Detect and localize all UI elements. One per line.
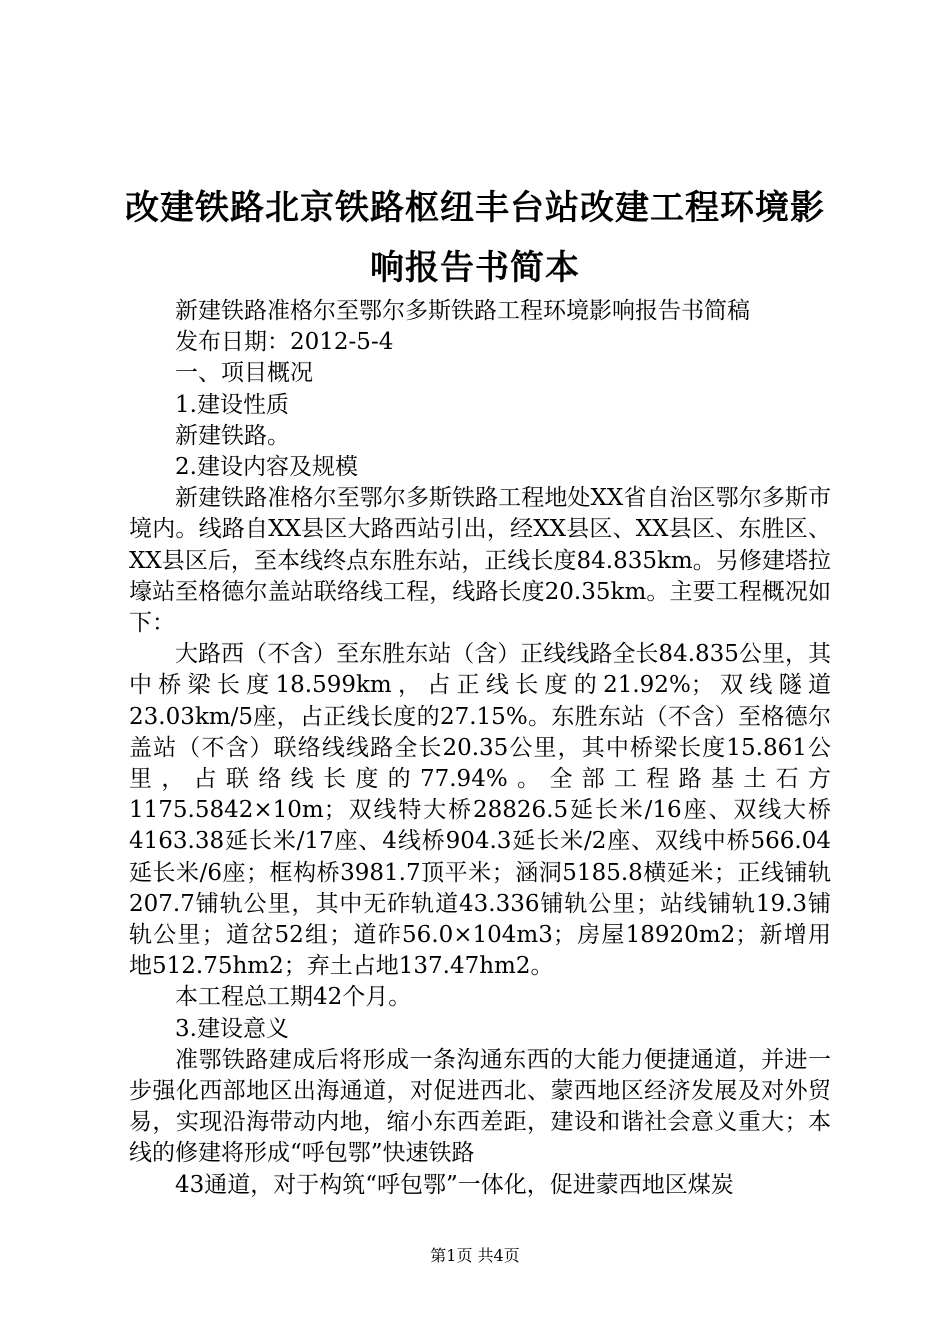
- page-footer: 第1页 共4页: [430, 1246, 520, 1265]
- paragraph-route-description: 新建铁路准格尔至鄂尔多斯铁路工程地处XX省自治区鄂尔多斯市境内。线路自XX县区大路西站引出，经XX县区、XX县区、东胜区、XX县区后，至本线终点东胜东站，正线长度84.835km。另修建塔拉壕站至格德尔盖站联络线工程，线路长度20.35km。主要工程概况如下：: [129, 485, 831, 637]
- document-title: 改建铁路北京铁路枢纽丰台站改建工程环境影响报告书简本: [125, 188, 825, 288]
- heading-construction-nature: 1.建设性质: [175, 391, 289, 418]
- heading-project-overview: 一、项目概况: [175, 360, 313, 387]
- heading-construction-significance: 3.建设意义: [175, 1015, 289, 1042]
- paragraph-significance: 准鄂铁路建成后将形成一条沟通东西的大能力便捷通道，并进一步强化西部地区出海通道，对促进西北、蒙西地区经济发展及对外贸易，实现沿海带动内地，缩小东西差距，建设和谐社会意义重大；本线的修建将形成“呼包鄂”快速铁路: [129, 1046, 831, 1167]
- paragraph-construction-nature: 新建铁路。: [175, 422, 290, 449]
- paragraph-construction-period: 本工程总工期42个月。: [175, 984, 412, 1011]
- paragraph-engineering-details: 大路西（不含）至东胜东站（含）正线线路全长84.835公里，其中桥梁长度18.599km，占正线长度的21.92%；双线隧道23.03km/5座，占正线长度的27.15%。东胜东站（不含）至格德尔盖站（不含）联络线线路全长20.35公里，其中桥梁长度15.861公里，占联络线长度的77.94%。全部工程路基土石方1175.5842×10m；双线特大桥28826.5延长米/16座、双线大桥4163.38延长米/17座、4线桥904.3延长米/2座、双线中桥566.04延长米/6座；框构桥3981.7顶平米；涵洞5185.8横延米；正线铺轨207.7铺轨公里，其中无砟轨道43.336铺轨公里；站线铺轨19.3铺轨公里；道岔52组；道砟56.0×104m3；房屋18920m2；新增用地512.75hm2；弃土占地137.47hm2。: [129, 641, 831, 980]
- paragraph-significance-continued: 43通道，对于构筑“呼包鄂”一体化，促进蒙西地区煤炭: [175, 1171, 734, 1198]
- heading-construction-scope: 2.建设内容及规模: [175, 454, 358, 481]
- document-body: [129, 296, 831, 1201]
- paragraph-subtitle: 新建铁路准格尔至鄂尔多斯铁路工程环境影响报告书简稿: [175, 298, 750, 324]
- paragraph-publish-date: 发布日期：2012-5-4: [175, 329, 394, 356]
